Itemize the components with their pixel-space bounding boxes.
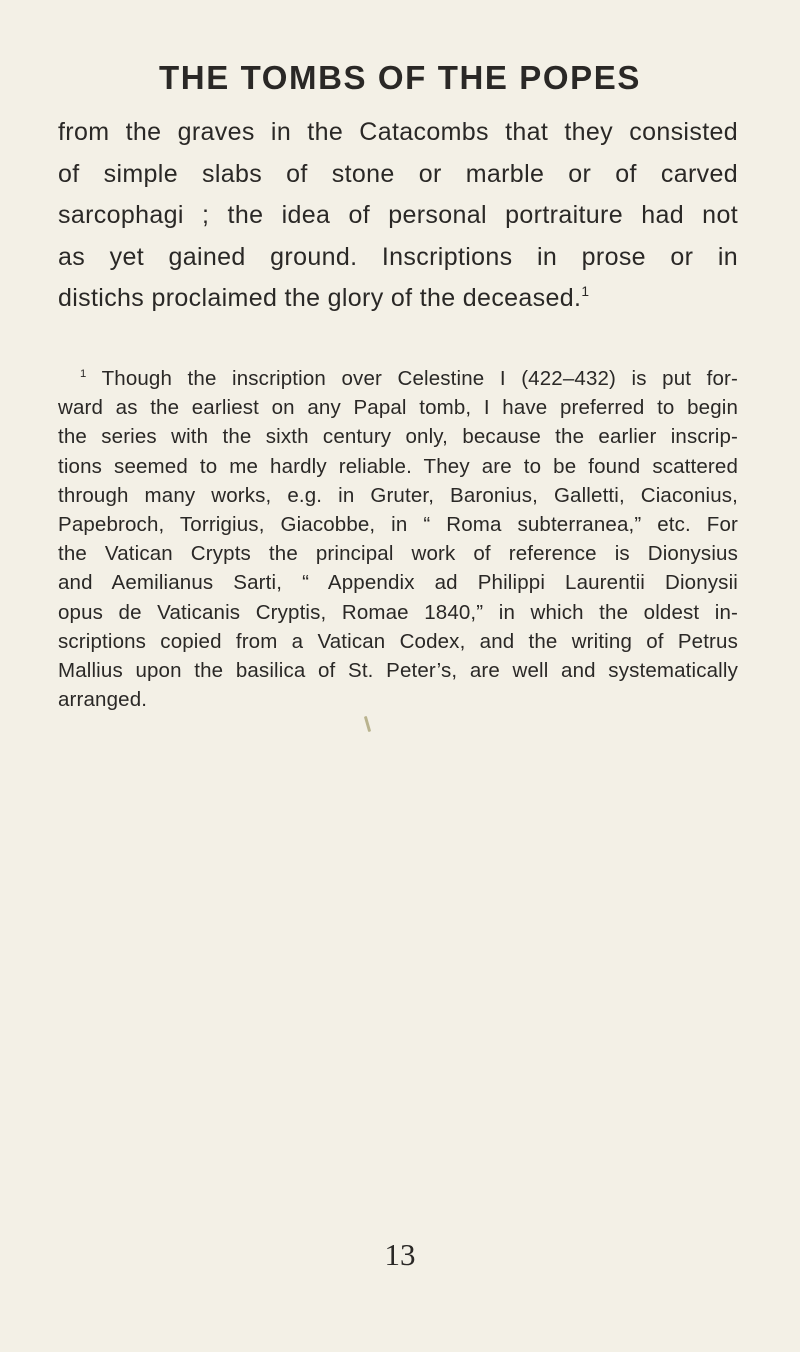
body-line: of simple slabs of stone or marble or of carved [58,159,738,188]
body-line: as yet gained ground. Inscriptions in prose or in [58,242,738,271]
footnote-line: tions seemed to me hardly reliable. They are to be found scattered [58,454,738,478]
footnote-line: scriptions copied from a Vatican Codex, and the writing of Petrus [58,629,738,653]
body-line: from the graves in the Catacombs that they consisted [58,118,738,146]
body-line: sarcophagi ; the idea of personal portraiture had not [58,201,738,229]
footnote-line: and Aemilianus Sarti, “ Appendix ad Philippi Laurentii Dionysii [58,571,738,595]
body-line-text: distichs proclaimed the glory of the deceased. [58,284,582,312]
footnote-line-text: Though the inscription over Celestine I (422–432) is put for- [101,367,739,390]
footnote-marker: 1 [80,367,87,380]
paper-blemish [364,716,371,732]
footnote-line: ward as the earliest on any Papal tomb, I have preferred to begin [58,396,738,420]
footnote-line: through many works, e.g. in Gruter, Baronius, Galletti, Ciaconius, [58,483,738,507]
footnote-line-last: arranged. [58,688,148,712]
footnote-line [58,364,738,393]
body-paragraph [58,112,738,320]
footnote [58,364,738,714]
footnote-line: Mallius upon the basilica of St. Peter’s, are well and systematically [58,659,738,683]
footnote-line: Papebroch, Torrigius, Giacobbe, in “ Roma subterranea,” etc. For [58,513,738,537]
running-head: THE TOMBS OF THE POPES [159,59,641,96]
footnote-line: the series with the sixth century only, because the earlier inscrip- [58,425,738,449]
footnote-reference: 1 [581,284,590,300]
page-number: 13 [384,1237,416,1272]
body-line-last [58,278,738,320]
footnote-line: opus de Vaticanis Cryptis, Romae 1840,” in which the oldest in- [58,600,738,624]
footnote-line: the Vatican Crypts the principal work of reference is Dionysius [58,542,738,566]
